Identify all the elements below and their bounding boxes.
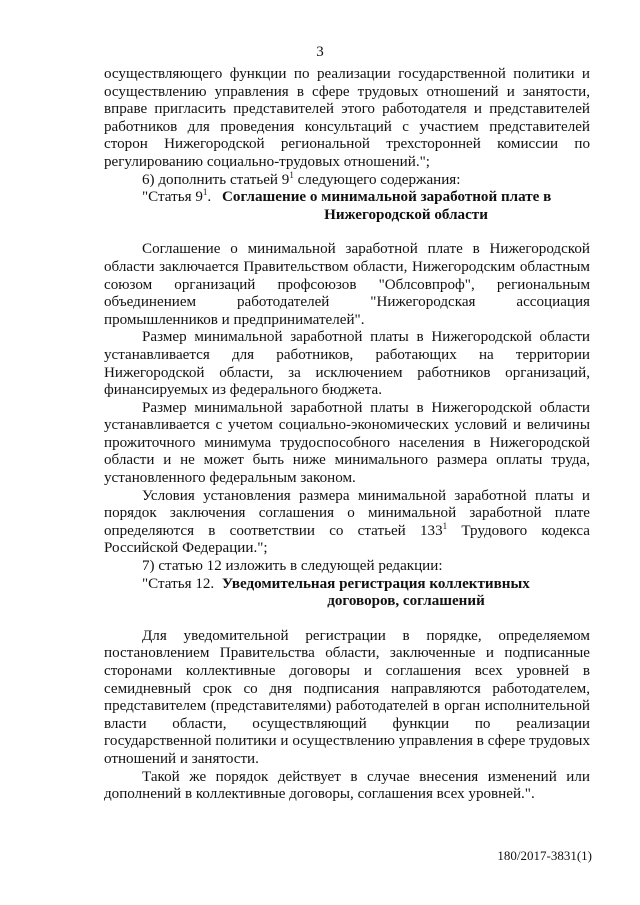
item-6-sup: 1 [289,169,294,180]
paragraph-intro: осуществляющего функции по реализации государственной политики и осуществлению управления в сфере трудовых отношений и занятости, вправе пригласить представителей этого работодателя и представителей работников для проведения консультаций с участием представителей сторон Нижегородской региональной трехсторонней комиссии по регулированию социально-трудовых отношений."; [104,66,590,170]
page-number: 3 [316,44,324,60]
item-6-text: 6) дополнить статьей 9 [142,171,290,188]
document-body [104,66,590,804]
article-9-title-line2: Нижегородской области [324,206,488,223]
article-9-label-sup: 1 [202,187,208,198]
article-12-heading [104,576,590,611]
art12-paragraph: Такой же порядок действует в случае внесения изменений или дополнений в коллективные договоры, соглашения всех уровней.". [104,768,590,803]
art9-paragraph: Размер минимальной заработной платы в Нижегородской области устанавливается с учетом социально-экономических условий и величины прожиточного минимума трудоспособного населения в Нижегородской области и не может быть ниже минимального размера оплаты труда, установленного федеральным законом. [104,399,590,487]
article-12-title [222,576,590,611]
article-9-label-dot: . [207,189,212,206]
article-9-title-line1: Соглашение о минимальной заработной плате в [222,189,552,206]
article-12-title-line2: договоров, соглашений [327,593,485,610]
art9-last-sup: 1 [442,520,448,531]
art9-paragraph: Размер минимальной заработной платы в Нижегородской области устанавливается для работников, работающих на территории Нижегородской области, за исключением работников организаций, финансируемых из федерального бюджета. [104,329,590,399]
article-9-heading [104,189,590,224]
item-6 [104,169,590,190]
article-12-title-line1: Уведомительная регистрация коллективных [222,575,530,592]
document-code: 180/2017-3831(1) [497,848,592,863]
art9-last-paragraph [104,488,590,558]
article-9-title [222,189,590,224]
art9-paragraph: Соглашение о минимальной заработной плате в Нижегородской области заключается Правительством области, Нижегородским областным союзом организаций профсоюзов "Облсовпроф", региональным объединением работодателей "Нижегородская ассоциация промышленников и предпринимателей". [104,241,590,328]
article-12-label: "Статья 12. [142,575,215,592]
item-7: 7) статью 12 изложить в следующей редакции: [142,558,443,575]
art12-paragraph: Для уведомительной регистрации в порядке, определяемом постановлением Правительства области, заключенные и подписанные сторонами коллективные договоры и соглашения всех уровней в семидневный срок со дня подписания направляются работодателем, представителем (представителями) работодателей в орган исполнительной власти области, осуществляющий функции по реализации государственной политики и осуществлению управления в сфере трудовых отношений и занятости. [104,627,590,767]
article-9-label-text: "Статья 9 [142,189,203,206]
art9-last-text-end: Трудового кодекса Российской Федерации."; [104,522,590,557]
article-9-label [104,189,222,224]
item-6-text-end: следующего содержания: [293,171,461,188]
art9-last-text: Условия установления размера минимальной заработной платы и порядок заключения соглашения о минимальной заработной плате определяются в соответствии со статьей 133 [104,487,590,539]
